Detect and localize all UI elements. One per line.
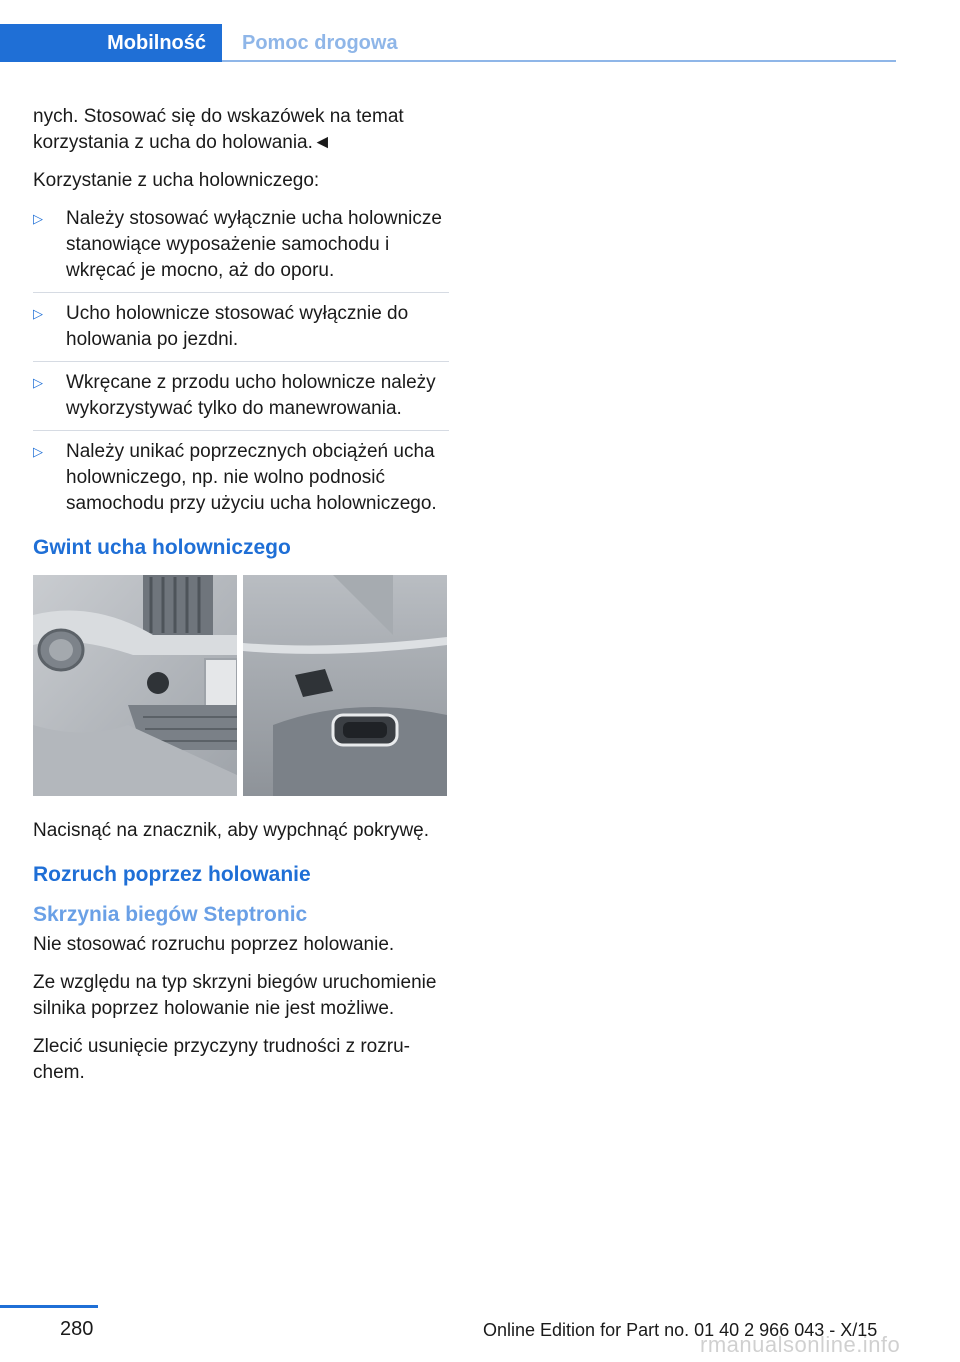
main-content bbox=[33, 104, 449, 1098]
header-bar bbox=[0, 0, 960, 62]
triangle-right-icon: ▷ bbox=[33, 306, 43, 321]
usage-list bbox=[33, 206, 449, 517]
steptronic-paragraph-1: Nie stosować rozruchu poprzez holowanie. bbox=[33, 934, 395, 955]
tab-roadside-assistance[interactable]: Pomoc drogowa bbox=[242, 31, 398, 54]
intro-line-2: korzystania z ucha do holowania.◄ bbox=[33, 132, 332, 153]
header-divider bbox=[222, 60, 896, 62]
figure-caption: Nacisnąć na znacznik, aby wypchnąć pokrywę. bbox=[33, 820, 430, 841]
triangle-right-icon: ▷ bbox=[33, 211, 43, 226]
list-intro: Korzystanie z ucha holowniczego: bbox=[33, 170, 320, 191]
list-item bbox=[33, 206, 449, 293]
intro-paragraph bbox=[33, 104, 449, 156]
triangle-right-icon: ▷ bbox=[33, 444, 43, 459]
bumper-illustration bbox=[33, 575, 447, 796]
list-item bbox=[33, 301, 449, 362]
steptronic-paragraph-3: Zlecić usunięcie przyczyny trudności z rozruchem. bbox=[33, 1036, 410, 1083]
list-item-text: Należy stosować wyłącznie ucha holownicze stanowiące wyposażenie samochodu i wkręcać je mocno, aż do oporu. bbox=[66, 208, 442, 281]
list-item-text: Należy unikać poprzecznych obciążeń ucha holowniczego, np. nie wolno podnosić samochodu przy użyciu ucha holowniczego. bbox=[66, 441, 437, 514]
footer-divider bbox=[0, 1305, 98, 1308]
list-item-text: Ucho holownicze stosować wyłącznie do holowania po jezdni. bbox=[66, 303, 409, 350]
heading-tow-start: Rozruch poprzez holowanie bbox=[33, 863, 311, 886]
subheading-steptronic: Skrzynia biegów Steptronic bbox=[33, 903, 308, 926]
edition-note: Online Edition for Part no. 01 40 2 966 043 - X/15 bbox=[483, 1320, 878, 1340]
page-number: 280 bbox=[60, 1318, 94, 1340]
list-item bbox=[33, 439, 449, 517]
steptronic-paragraph-2: Ze względu na typ skrzyni biegów uruchomienie silnika poprzez holowanie nie jest możliwe. bbox=[33, 972, 437, 1019]
heading-tow-eye-thread: Gwint ucha holowniczego bbox=[33, 536, 291, 559]
watermark: rmanualsonline.info bbox=[700, 1332, 901, 1357]
tow-eye-cover-marker bbox=[147, 672, 169, 694]
intro-line-1: nych. Stosować się do wskazówek na temat bbox=[33, 106, 404, 127]
tab-mobility[interactable]: Mobilność bbox=[0, 24, 222, 62]
triangle-right-icon: ▷ bbox=[33, 375, 43, 390]
list-item bbox=[33, 370, 449, 431]
list-item-text: Wkręcane z przodu ucho holownicze należy wykorzystywać tylko do manewrowania. bbox=[66, 372, 436, 419]
